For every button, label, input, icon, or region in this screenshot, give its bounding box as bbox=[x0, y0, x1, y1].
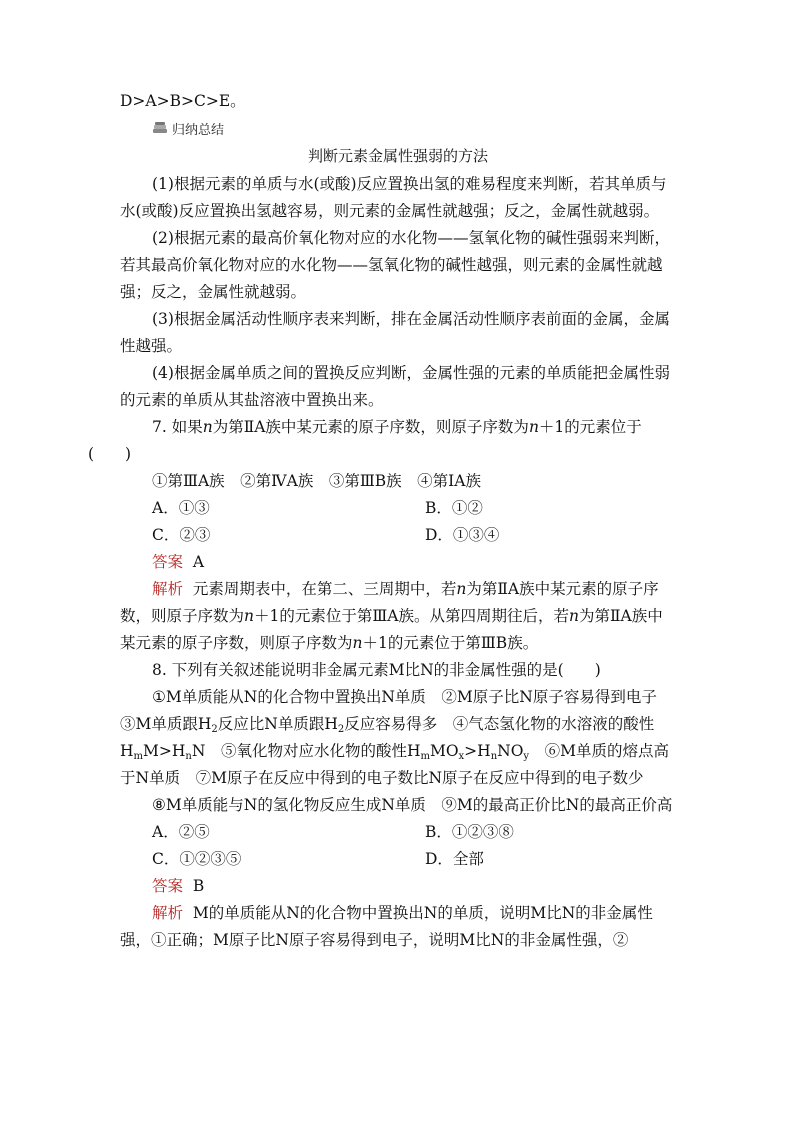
q8-items-b: ⑧M单质能与N的氢化物反应生成N单质 ⑨M的最高正价比N的最高正价高 bbox=[152, 796, 673, 814]
previous-answer-tail: D>A>B>C>E。 bbox=[120, 92, 246, 110]
q8-items-a: ①M单质能从N的化合物中置换出N单质 ②M原子比N原子容易得到电子 ③M单质跟$H_2$反应比N单质跟$H_2$反应容易得多 ④气态氢化物的水溶液的酸性$H_mM>H_nN$ ⑤氧化物对应水化物的酸性$H_mMO_x>H_nNO_y$ ⑥M单质的熔点高于N单质 ⑦M原子在反应中得到的电子数比N原子在反应中得到的电子数少 bbox=[120, 688, 669, 787]
q8-analysis: 解析 M的单质能从N的化合物中置换出N的单质，说明M比N的非金属性强，①正确；M原子比N原子容易得到电子，说明M比N的非金属性强，② bbox=[120, 904, 653, 949]
summary-item-1: (1)根据元素的单质与水(或酸)反应置换出氢的难易程度来判断，若其单质与水(或酸)反应置换出氢越容易，则元素的金属性就越强；反之，金属性就越弱。 bbox=[120, 175, 667, 220]
q7-analysis: 解析 元素周期表中，在第二、三周期中，若n为第ⅡA族中某元素的原子序数，则原子序数为n＋1的元素位于第ⅢA族。从第四周期往后，若n为第ⅡA族中某元素的原子序数，则原子序数为n＋1的元素位于第ⅢB族。 bbox=[120, 580, 663, 652]
q8-option-c: C．①②③⑤ bbox=[152, 850, 242, 868]
q8-option-b: B．①②③⑧ bbox=[425, 823, 514, 841]
summary-item-3: (3)根据金属活动性顺序表来判断，排在金属活动性顺序表前面的金属，金属性越强。 bbox=[120, 310, 670, 355]
books-icon bbox=[152, 121, 168, 135]
q7-options-row-2 bbox=[120, 522, 676, 549]
answer-value: B bbox=[192, 877, 205, 895]
answer-label: 答案 bbox=[152, 877, 184, 895]
answer-value: A bbox=[192, 553, 205, 571]
q7-option-b: B．①② bbox=[425, 499, 483, 517]
answer-label: 答案 bbox=[152, 553, 184, 571]
document-page bbox=[88, 88, 676, 954]
q7-option-d: D．①③④ bbox=[425, 526, 500, 544]
q8-option-d: D．全部 bbox=[425, 850, 484, 868]
q7-option-a: A．①③ bbox=[152, 499, 210, 517]
q7-stem: 7. 如果n为第ⅡA族中某元素的原子序数，则原子序数为n＋1的元素位于 ( ) bbox=[88, 418, 642, 463]
q7-choices: ①第ⅢA族 ②第ⅣA族 ③第ⅢB族 ④第ⅠA族 bbox=[152, 472, 481, 490]
q8-options-row-1 bbox=[120, 819, 676, 846]
summary-item-2: (2)根据元素的最高价氧化物对应的水化物——氢氧化物的碱性强弱来判断，若其最高价氧化物对应的水化物——氢氧化物的碱性越强，则元素的金属性就越强；反之，金属性就越弱。 bbox=[120, 229, 670, 301]
q7-options-row-1 bbox=[120, 495, 676, 522]
q7-answer bbox=[120, 549, 676, 576]
q7-option-c: C．②③ bbox=[152, 526, 211, 544]
q8-option-a: A．②⑤ bbox=[152, 823, 210, 841]
summary-header bbox=[152, 115, 676, 141]
summary-label: 归纳总结 bbox=[172, 122, 225, 138]
q8-options-row-2 bbox=[120, 846, 676, 873]
summary-item-4: (4)根据金属单质之间的置换反应判断，金属性强的元素的单质能把金属性弱的元素的单质从其盐溶液中置换出来。 bbox=[120, 364, 670, 409]
summary-title: 判断元素金属性强弱的方法 bbox=[307, 147, 488, 165]
q8-answer bbox=[120, 873, 676, 900]
q8-stem: 8. 下列有关叙述能说明非金属元素M比N的非金属性强的是( ) bbox=[152, 661, 601, 679]
